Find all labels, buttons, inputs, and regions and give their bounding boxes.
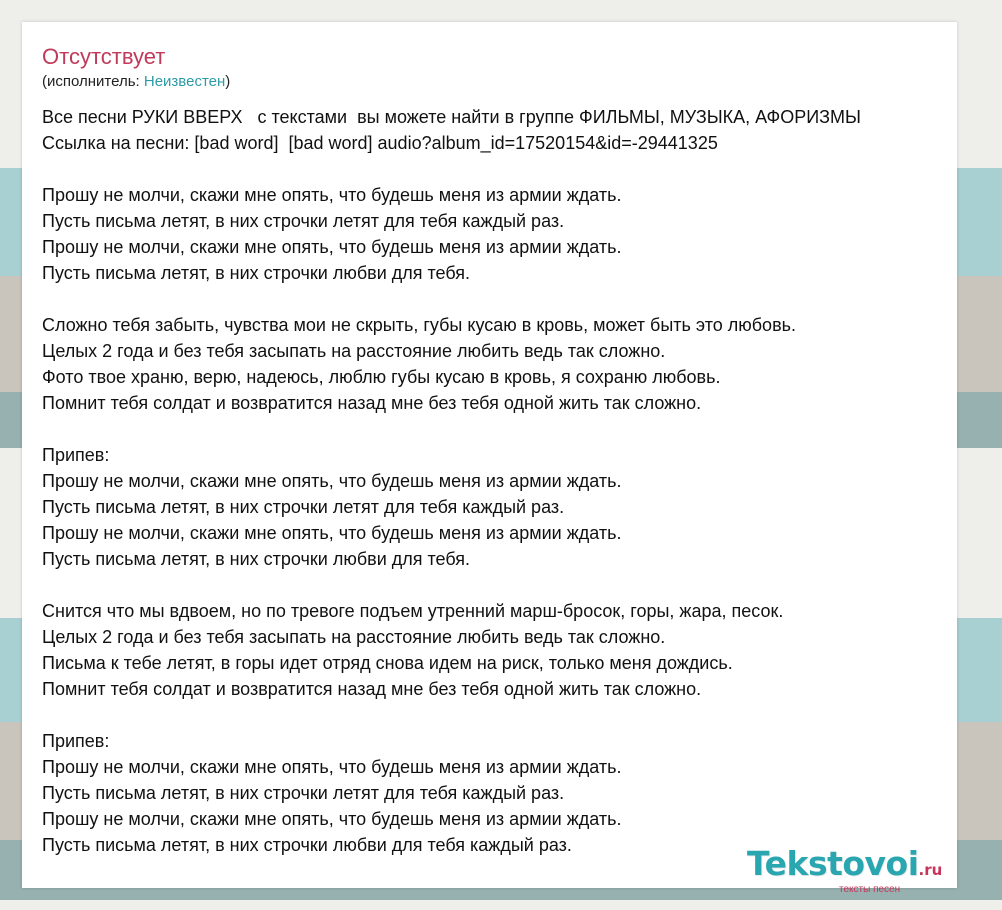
logo-name: Tekstovoi: [747, 844, 919, 883]
song-title: Отсутствует: [42, 44, 166, 69]
artist-suffix: ): [225, 73, 231, 90]
song-card: [22, 22, 957, 895]
site-logo[interactable]: [747, 844, 943, 895]
lyrics-text: Все песни РУКИ ВВЕРХ с текстами вы можете найти в группе ФИЛЬМЫ, МУЗЫКА, АФОРИЗМЫ Ссылка на песни: [bad word] [bad word] audio?album_id=17520154&id=-29441325 Прошу не молчи, скажи мне опять, что будешь меня из армии ждать. Пусть письма летят, в них строчки летят для тебя каждый раз. Прошу не молчи, скажи мне опять, что будешь меня из армии ждать. Пусть письма летят, в них строчки любви для тебя. Сложно тебя забыть, чувства мои не скрыть, губы кусаю в кровь, может быть это любовь. Целых 2 года и без тебя засыпать на расстояние любить ведь так сложно. Фото твое храню, верю, надеюсь, люблю губы кусаю в кровь, я сохраню любовь. Помнит тебя солдат и возвратится назад мне без тебя одной жить так сложно. Припев: Прошу не молчи, скажи мне опять, что будешь меня из армии ждать. Пусть письма летят, в них строчки летят для тебя каждый раз. Прошу не молчи, скажи мне опять, что будешь меня из армии ждать. Пусть письма летят, в них строчки любви для тебя. Снится что мы вдвоем, но по тревоге подъем утренний марш-бросок, горы, жара, песок. Целых 2 года и без тебя засыпать на расстояние любить ведь так сложно. Письма к тебе летят, в горы идет отряд снова идем на риск, только меня дождись. Помнит тебя солдат и возвратится назад мне без тебя одной жить так сложно. Припев: Прошу не молчи, скажи мне опять, что будешь меня из армии ждать. Пусть письма летят, в них строчки летят для тебя каждый раз. Прошу не молчи, скажи мне опять, что будешь меня из армии ждать. Пусть письма летят, в них строчки любви для тебя каждый раз.: [42, 107, 861, 855]
logo-tld: .ru: [918, 861, 943, 879]
artist-prefix: (исполнитель:: [42, 73, 144, 90]
logo-tagline: тексты песен: [839, 884, 901, 895]
artist-line: [42, 73, 230, 90]
artist-link[interactable]: Неизвестен: [143, 73, 226, 90]
